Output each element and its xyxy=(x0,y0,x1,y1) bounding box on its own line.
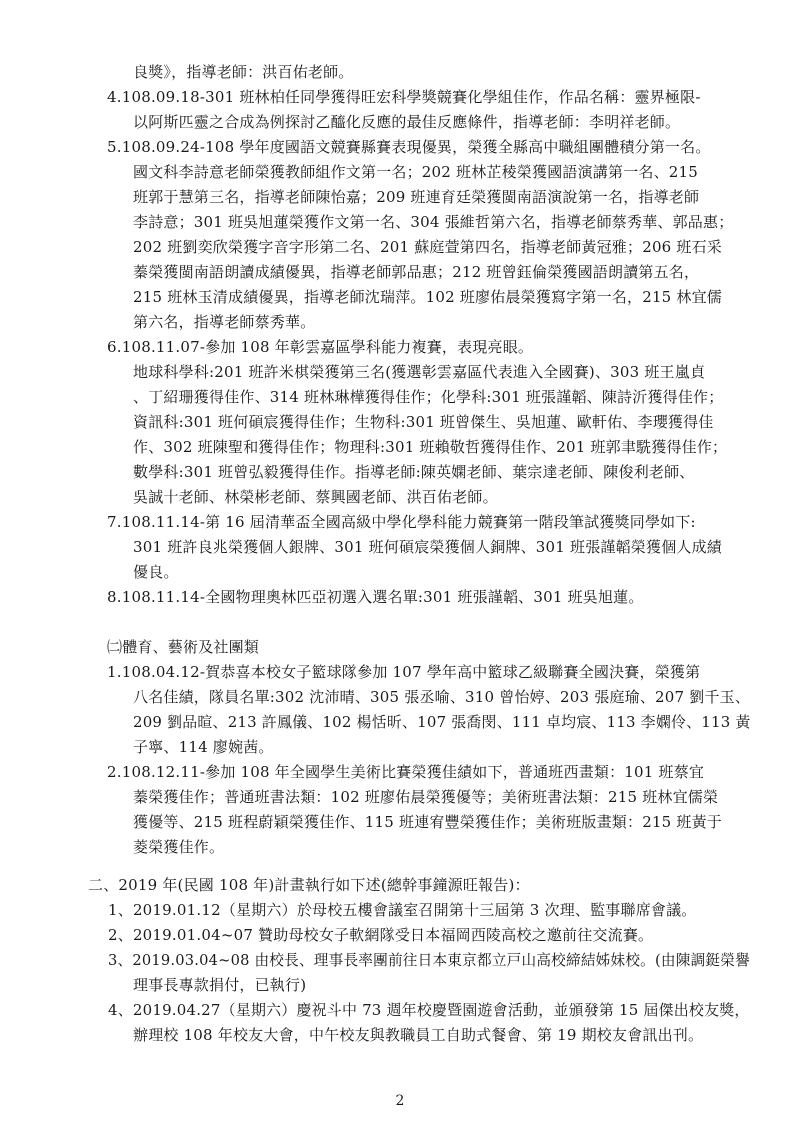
page-number: 2 xyxy=(395,1093,405,1109)
text-line: 202 班劉奕欣榮獲字音字形第二名、201 蘇庭萱第四名，指導老師黃冠雅；206 班石采 xyxy=(133,238,722,256)
plan-item-4: 4、2019.04.27（星期六）慶祝斗中 73 週年校慶暨園遊會活動，並頒發第 15 屆傑出校友獎， xyxy=(108,1001,750,1019)
list-item-2: 2.108.12.11-參加 108 年全國學生美術比賽榮獲佳績如下，普通班西畫類：101 班蔡宜 xyxy=(107,763,705,781)
text-line: 以阿斯匹靈之合成為例探討乙醯化反應的最佳反應條件，指導老師：李明祥老師。 xyxy=(133,113,681,131)
list-item-4: 4.108.09.18-301 班林柏任同學獲得旺宏科學獎競賽化學組佳作，作品名稱：靈界極限- xyxy=(107,88,701,106)
text-line: 子寧、114 廖婉茜。 xyxy=(133,738,274,756)
text-line: 蓁榮獲佳作；普通班書法類：102 班廖佑晨榮獲優等；美術班書法類：215 班林宜儒榮 xyxy=(133,788,719,806)
section-heading: 二、2019 年(民國 108 年)計畫執行如下述(總幹事鐘源旺報告)： xyxy=(88,876,530,894)
text-line: 優良。 xyxy=(133,563,179,581)
text-line: 蓁榮獲閩南語朗讀成績優異，指導老師郭品惠；212 班曾鈺倫榮獲國語朗讀第五名， xyxy=(133,263,700,281)
text-line: 209 劉品暄、213 許鳳儀、102 楊恬昕、107 張喬閔、111 卓均宸、113 李嫻伶、113 黃 xyxy=(133,713,751,731)
text-line: 吳誠十老師、林榮彬老師、蔡興國老師、洪百佑老師。 xyxy=(133,488,498,506)
list-item-6: 6.108.11.07-參加 108 年彰雲嘉區學科能力複賽，表現亮眼。 xyxy=(107,338,534,356)
text-line: 良獎》，指導老師：洪百佑老師。 xyxy=(133,63,354,81)
section-heading: ㈡體育、藝術及社團類 xyxy=(107,638,260,656)
plan-item-2: 2、2019.01.04~07 贊助母校女子軟網隊受日本福岡西陵高校之邀前往交流賽。 xyxy=(108,926,654,944)
list-item-7: 7.108.11.14-第 16 屆清華盃全國高級中學化學科能力競賽第一階段筆試獲獎同學如下: xyxy=(107,513,696,531)
text-line: 菱榮獲佳作。 xyxy=(133,838,225,856)
list-item-5: 5.108.09.24-108 學年度國語文競賽縣賽表現優異，榮獲全縣高中職組團體積分第一名。 xyxy=(107,138,711,156)
text-line: 301 班許良兆榮獲個人銀牌、301 班何碩宸榮獲個人銅牌、301 班張謹韜榮獲個人成績 xyxy=(133,538,722,556)
text-line: 215 班林玉清成績優異，指導老師沈瑞萍。102 班廖佑晨榮獲寫字第一名，215 林宜儒 xyxy=(133,288,722,306)
text-line: 資訊科:301 班何碩宸獲得佳作；生物科:301 班曾傑生、吳旭蓮、歐軒佑、李瓔獲得佳 xyxy=(133,413,714,431)
text-line: 獲優等、215 班程蔚穎榮獲佳作、115 班連宥豐榮獲佳作；美術班版畫類：215 班黃于 xyxy=(133,813,722,831)
text-line: 作、302 班陳聖和獲得佳作；物理科:301 班賴敬哲獲得佳作、201 班郭聿駪獲得佳作； xyxy=(133,438,728,456)
plan-item-1: 1、2019.01.12（星期六）於母校五樓會議室召開第十三屆第 3 次理、監事聯席會議。 xyxy=(108,901,697,919)
text-line: 八名佳績，隊員名單:302 沈沛晴、305 張丞喻、310 曾怡婷、203 張庭瑜、207 劉千玉、 xyxy=(133,688,751,706)
list-item-1: 1.108.04.12-賀恭喜本校女子籃球隊參加 107 學年高中籃球乙級聯賽全國決賽，榮獲第 xyxy=(107,663,701,681)
text-line: 第六名，指導老師蔡秀華。 xyxy=(133,313,316,331)
text-line: 國文科李詩意老師榮獲教師組作文第一名；202 班林芷稜榮獲國語演講第一名、215 xyxy=(133,163,699,181)
list-item-8: 8.108.11.14-全國物理奧林匹亞初選入選名單:301 班張謹韜、301 班吳旭蓮。 xyxy=(107,588,644,606)
text-line: 、丁紹珊獲得佳作、314 班林琳樺獲得佳作；化學科:301 班張謹韜、陳詩沂獲得佳作； xyxy=(133,388,724,406)
text-line: 理事長專款捐付，已執行) xyxy=(133,976,307,994)
text-line: 班郭于慧第三名，指導老師陳怡嘉；209 班連育廷榮獲閩南語演說第一名，指導老師 xyxy=(133,188,700,206)
plan-item-3: 3、2019.03.04~08 由校長、理事長率團前往日本東京都立戸山高校締結姊妹校。(由陳調鋌榮譽 xyxy=(108,951,750,969)
text-line: 辦理校 108 年校友大會，中午校友與教職員工自助式餐會、第 19 期校友會訊出刊。 xyxy=(133,1026,704,1044)
text-line: 地球科學科:201 班許米棋榮獲第三名(獲選彰雲嘉區代表進入全國賽)、303 班王嵐貞 xyxy=(133,363,706,381)
text-line: 李詩意；301 班吳旭蓮榮獲作文第一名、304 張維哲第六名，指導老師蔡秀華、郭品惠； xyxy=(133,213,734,231)
text-line: 數學科:301 班曾弘毅獲得佳作。指導老師:陳英嫻老師、葉宗達老師、陳俊利老師、 xyxy=(133,463,695,481)
